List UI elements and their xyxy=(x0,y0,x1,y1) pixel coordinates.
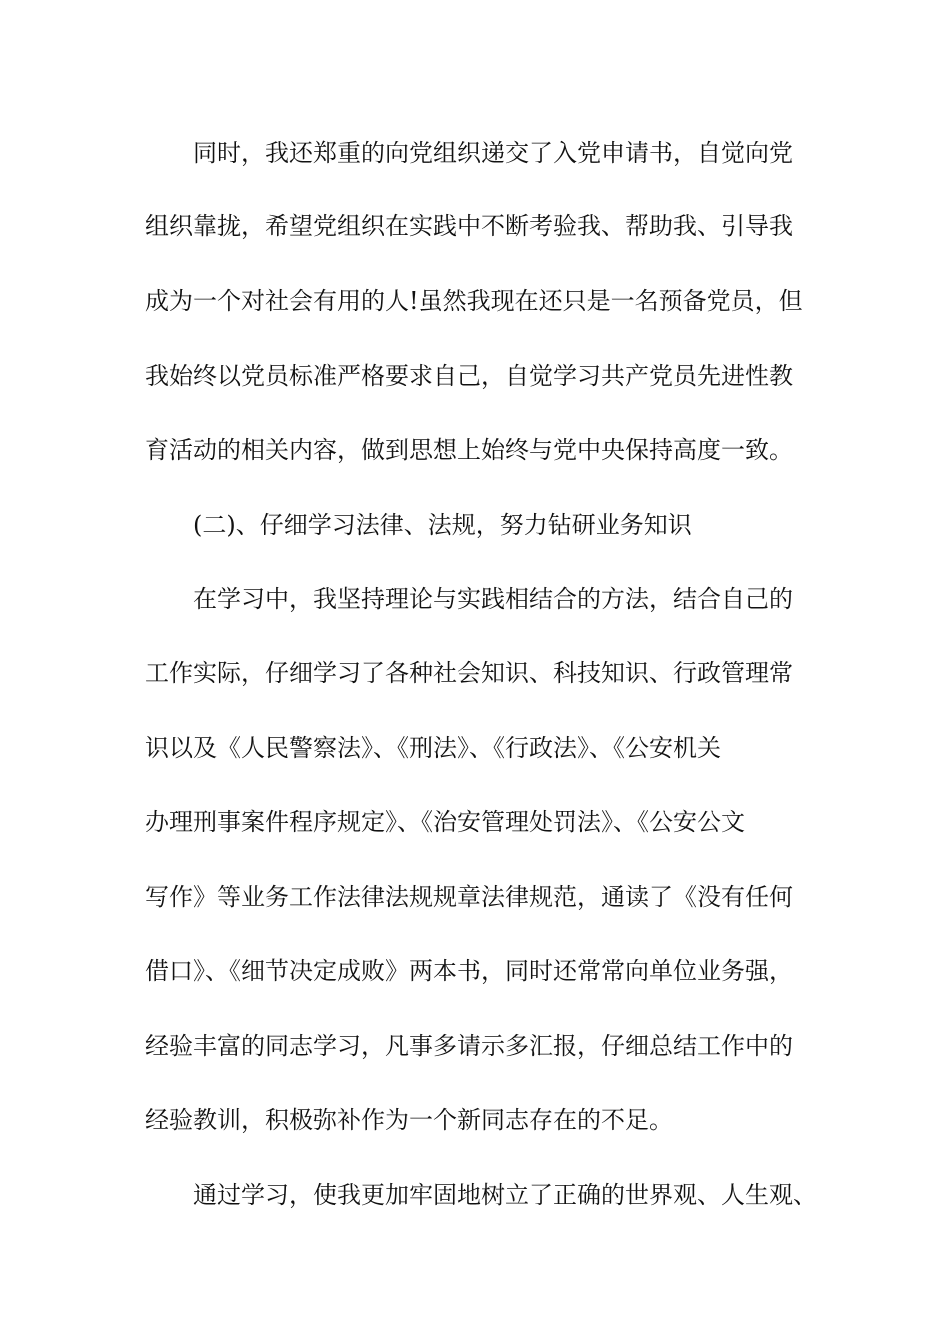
paragraph-line: 工作实际，仔细学习了各种社会知识、科技知识、行政管理常 xyxy=(145,659,793,687)
paragraph-line: 成为一个对社会有用的人!虽然我现在还只是一名预备党员，但 xyxy=(145,287,803,315)
paragraph-line: 经验丰富的同志学习，凡事多请示多汇报，仔细总结工作中的 xyxy=(145,1032,793,1060)
paragraph-line: 办理刑事案件程序规定》、《治安管理处罚法》、《公安公文 xyxy=(145,808,745,836)
paragraph-line: 借口》、《细节决定成败》两本书，同时还常常向单位业务强， xyxy=(145,957,793,985)
paragraph-line: 同时，我还郑重的向党组织递交了入党申请书，自觉向党 xyxy=(193,139,793,167)
paragraph-line: 写作》等业务工作法律法规规章法律规范，通读了《没有任何 xyxy=(145,883,793,911)
paragraph-line: 通过学习，使我更加牢固地树立了正确的世界观、人生观、 xyxy=(193,1181,817,1209)
paragraph-line: 在学习中，我坚持理论与实践相结合的方法，结合自己的 xyxy=(193,585,793,613)
paragraph-line: 识以及《人民警察法》、《刑法》、《行政法》、《公安机关 xyxy=(145,734,721,762)
paragraph-line: 我始终以党员标准严格要求自己，自觉学习共产党员先进性教 xyxy=(145,362,793,390)
section-heading: (二)、仔细学习法律、法规，努力钻研业务知识 xyxy=(193,511,692,539)
paragraph-line: 育活动的相关内容，做到思想上始终与党中央保持高度一致。 xyxy=(145,436,793,464)
paragraph-line: 组织靠拢，希望党组织在实践中不断考验我、帮助我、引导我 xyxy=(145,212,793,240)
paragraph-line: 经验教训，积极弥补作为一个新同志存在的不足。 xyxy=(145,1106,673,1134)
